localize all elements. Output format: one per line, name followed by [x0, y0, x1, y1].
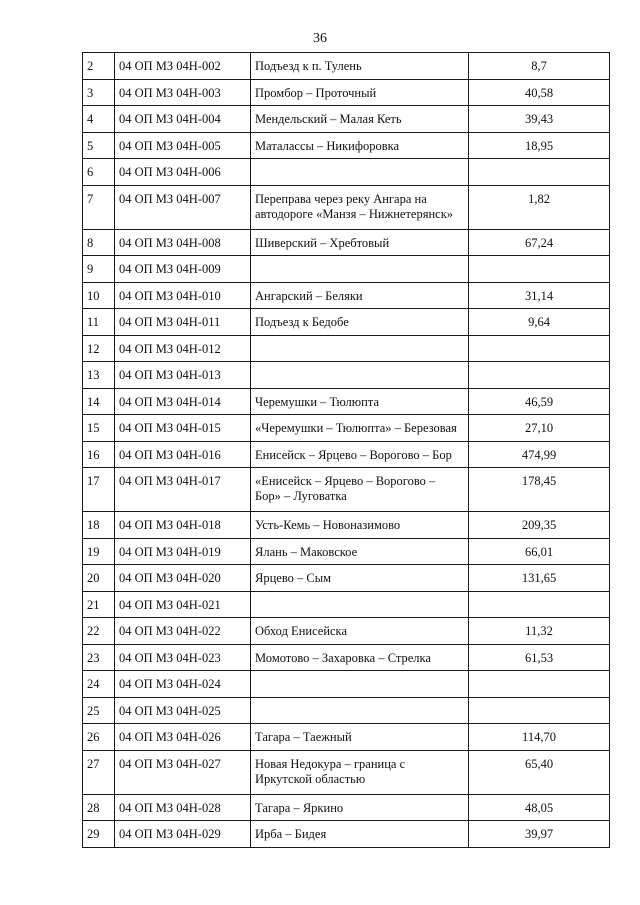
- road-name: Новая Недокура – граница с Иркутской областью: [251, 750, 469, 794]
- road-code: 04 ОП МЗ 04Н-018: [115, 512, 251, 539]
- row-number: 8: [83, 229, 115, 256]
- road-name: Шиверский – Хребтовый: [251, 229, 469, 256]
- road-length: 31,14: [469, 282, 610, 309]
- road-length: [469, 256, 610, 283]
- road-code: 04 ОП МЗ 04Н-022: [115, 618, 251, 645]
- road-code: 04 ОП МЗ 04Н-021: [115, 591, 251, 618]
- road-length: 8,7: [469, 53, 610, 80]
- row-number: 18: [83, 512, 115, 539]
- road-code: 04 ОП МЗ 04Н-017: [115, 468, 251, 512]
- table-row: [83, 282, 610, 309]
- table-row: [83, 821, 610, 848]
- table-row: [83, 106, 610, 133]
- road-name: «Енисейск – Ярцево – Ворогово – Бор» – Луговатка: [251, 468, 469, 512]
- row-number: 13: [83, 362, 115, 389]
- table-row: [83, 644, 610, 671]
- road-code: 04 ОП МЗ 04Н-027: [115, 750, 251, 794]
- table-row: [83, 256, 610, 283]
- row-number: 27: [83, 750, 115, 794]
- road-code: 04 ОП МЗ 04Н-028: [115, 794, 251, 821]
- road-code: 04 ОП МЗ 04Н-013: [115, 362, 251, 389]
- table-row: [83, 415, 610, 442]
- road-length: 178,45: [469, 468, 610, 512]
- row-number: 23: [83, 644, 115, 671]
- road-length: 209,35: [469, 512, 610, 539]
- road-name: Енисейск – Ярцево – Ворогово – Бор: [251, 441, 469, 468]
- road-name: Ангарский – Беляки: [251, 282, 469, 309]
- row-number: 12: [83, 335, 115, 362]
- table-row: [83, 309, 610, 336]
- row-number: 10: [83, 282, 115, 309]
- road-code: 04 ОП МЗ 04Н-003: [115, 79, 251, 106]
- table-row: [83, 79, 610, 106]
- road-code: 04 ОП МЗ 04Н-007: [115, 185, 251, 229]
- road-code: 04 ОП МЗ 04Н-004: [115, 106, 251, 133]
- table-row: [83, 512, 610, 539]
- road-length: 9,64: [469, 309, 610, 336]
- road-length: 1,82: [469, 185, 610, 229]
- row-number: 6: [83, 159, 115, 186]
- table-row: [83, 362, 610, 389]
- row-number: 2: [83, 53, 115, 80]
- road-code: 04 ОП МЗ 04Н-025: [115, 697, 251, 724]
- row-number: 17: [83, 468, 115, 512]
- road-name: Ярцево – Сым: [251, 565, 469, 592]
- road-name: Промбор – Проточный: [251, 79, 469, 106]
- road-code: 04 ОП МЗ 04Н-006: [115, 159, 251, 186]
- roads-table-body: [83, 53, 610, 848]
- row-number: 4: [83, 106, 115, 133]
- road-length: 11,32: [469, 618, 610, 645]
- road-code: 04 ОП МЗ 04Н-026: [115, 724, 251, 751]
- road-length: 65,40: [469, 750, 610, 794]
- table-row: [83, 185, 610, 229]
- road-code: 04 ОП МЗ 04Н-010: [115, 282, 251, 309]
- road-code: 04 ОП МЗ 04Н-016: [115, 441, 251, 468]
- road-length: 66,01: [469, 538, 610, 565]
- row-number: 19: [83, 538, 115, 565]
- table-row: [83, 538, 610, 565]
- road-name: Переправа через реку Ангара на автодороге «Манзя – Нижнетерянск»: [251, 185, 469, 229]
- row-number: 26: [83, 724, 115, 751]
- road-length: 40,58: [469, 79, 610, 106]
- road-length: 46,59: [469, 388, 610, 415]
- road-length: [469, 697, 610, 724]
- table-row: [83, 724, 610, 751]
- table-row: [83, 671, 610, 698]
- road-name: Черемушки – Тюлюпта: [251, 388, 469, 415]
- road-name: Ирба – Бидея: [251, 821, 469, 848]
- road-name: [251, 591, 469, 618]
- table-row: [83, 159, 610, 186]
- page-number: 36: [313, 31, 327, 46]
- table-row: [83, 388, 610, 415]
- table-row: [83, 53, 610, 80]
- road-name: Усть-Кемь – Новоназимово: [251, 512, 469, 539]
- road-length: [469, 159, 610, 186]
- road-length: [469, 362, 610, 389]
- row-number: 5: [83, 132, 115, 159]
- road-name: Подъезд к Бедобе: [251, 309, 469, 336]
- road-code: 04 ОП МЗ 04Н-015: [115, 415, 251, 442]
- road-name: [251, 697, 469, 724]
- road-length: 114,70: [469, 724, 610, 751]
- table-row: [83, 750, 610, 794]
- table-row: [83, 468, 610, 512]
- road-length: 18,95: [469, 132, 610, 159]
- road-code: 04 ОП МЗ 04Н-019: [115, 538, 251, 565]
- row-number: 25: [83, 697, 115, 724]
- row-number: 15: [83, 415, 115, 442]
- road-length: 27,10: [469, 415, 610, 442]
- road-name: Подъезд к п. Тулень: [251, 53, 469, 80]
- road-name: [251, 256, 469, 283]
- row-number: 9: [83, 256, 115, 283]
- road-length: 48,05: [469, 794, 610, 821]
- road-name: [251, 362, 469, 389]
- row-number: 11: [83, 309, 115, 336]
- road-length: [469, 335, 610, 362]
- road-code: 04 ОП МЗ 04Н-005: [115, 132, 251, 159]
- road-name: Тагара – Яркино: [251, 794, 469, 821]
- road-length: 61,53: [469, 644, 610, 671]
- road-code: 04 ОП МЗ 04Н-023: [115, 644, 251, 671]
- road-name: Тагара – Таежный: [251, 724, 469, 751]
- road-code: 04 ОП МЗ 04Н-014: [115, 388, 251, 415]
- road-code: 04 ОП МЗ 04Н-008: [115, 229, 251, 256]
- road-code: 04 ОП МЗ 04Н-002: [115, 53, 251, 80]
- road-code: 04 ОП МЗ 04Н-029: [115, 821, 251, 848]
- row-number: 29: [83, 821, 115, 848]
- road-length: 39,43: [469, 106, 610, 133]
- road-code: 04 ОП МЗ 04Н-011: [115, 309, 251, 336]
- road-code: 04 ОП МЗ 04Н-012: [115, 335, 251, 362]
- row-number: 16: [83, 441, 115, 468]
- row-number: 22: [83, 618, 115, 645]
- road-name: Момотово – Захаровка – Стрелка: [251, 644, 469, 671]
- row-number: 14: [83, 388, 115, 415]
- table-row: [83, 591, 610, 618]
- table-row: [83, 618, 610, 645]
- road-name: Мендельский – Малая Кеть: [251, 106, 469, 133]
- road-code: 04 ОП МЗ 04Н-020: [115, 565, 251, 592]
- road-name: «Черемушки – Тюлюпта» – Березовая: [251, 415, 469, 442]
- road-name: [251, 159, 469, 186]
- table-row: [83, 565, 610, 592]
- road-length: 39,97: [469, 821, 610, 848]
- road-length: 67,24: [469, 229, 610, 256]
- row-number: 3: [83, 79, 115, 106]
- row-number: 21: [83, 591, 115, 618]
- road-name: Ялань – Маковское: [251, 538, 469, 565]
- table-row: [83, 229, 610, 256]
- road-code: 04 ОП МЗ 04Н-024: [115, 671, 251, 698]
- roads-table: [82, 52, 610, 848]
- road-name: Обход Енисейска: [251, 618, 469, 645]
- row-number: 24: [83, 671, 115, 698]
- table-row: [83, 441, 610, 468]
- road-length: [469, 591, 610, 618]
- road-name: [251, 671, 469, 698]
- table-row: [83, 697, 610, 724]
- road-length: [469, 671, 610, 698]
- row-number: 20: [83, 565, 115, 592]
- road-length: 474,99: [469, 441, 610, 468]
- table-row: [83, 335, 610, 362]
- table-row: [83, 794, 610, 821]
- road-name: [251, 335, 469, 362]
- road-name: Маталассы – Никифоровка: [251, 132, 469, 159]
- row-number: 28: [83, 794, 115, 821]
- row-number: 7: [83, 185, 115, 229]
- table-row: [83, 132, 610, 159]
- road-length: 131,65: [469, 565, 610, 592]
- road-code: 04 ОП МЗ 04Н-009: [115, 256, 251, 283]
